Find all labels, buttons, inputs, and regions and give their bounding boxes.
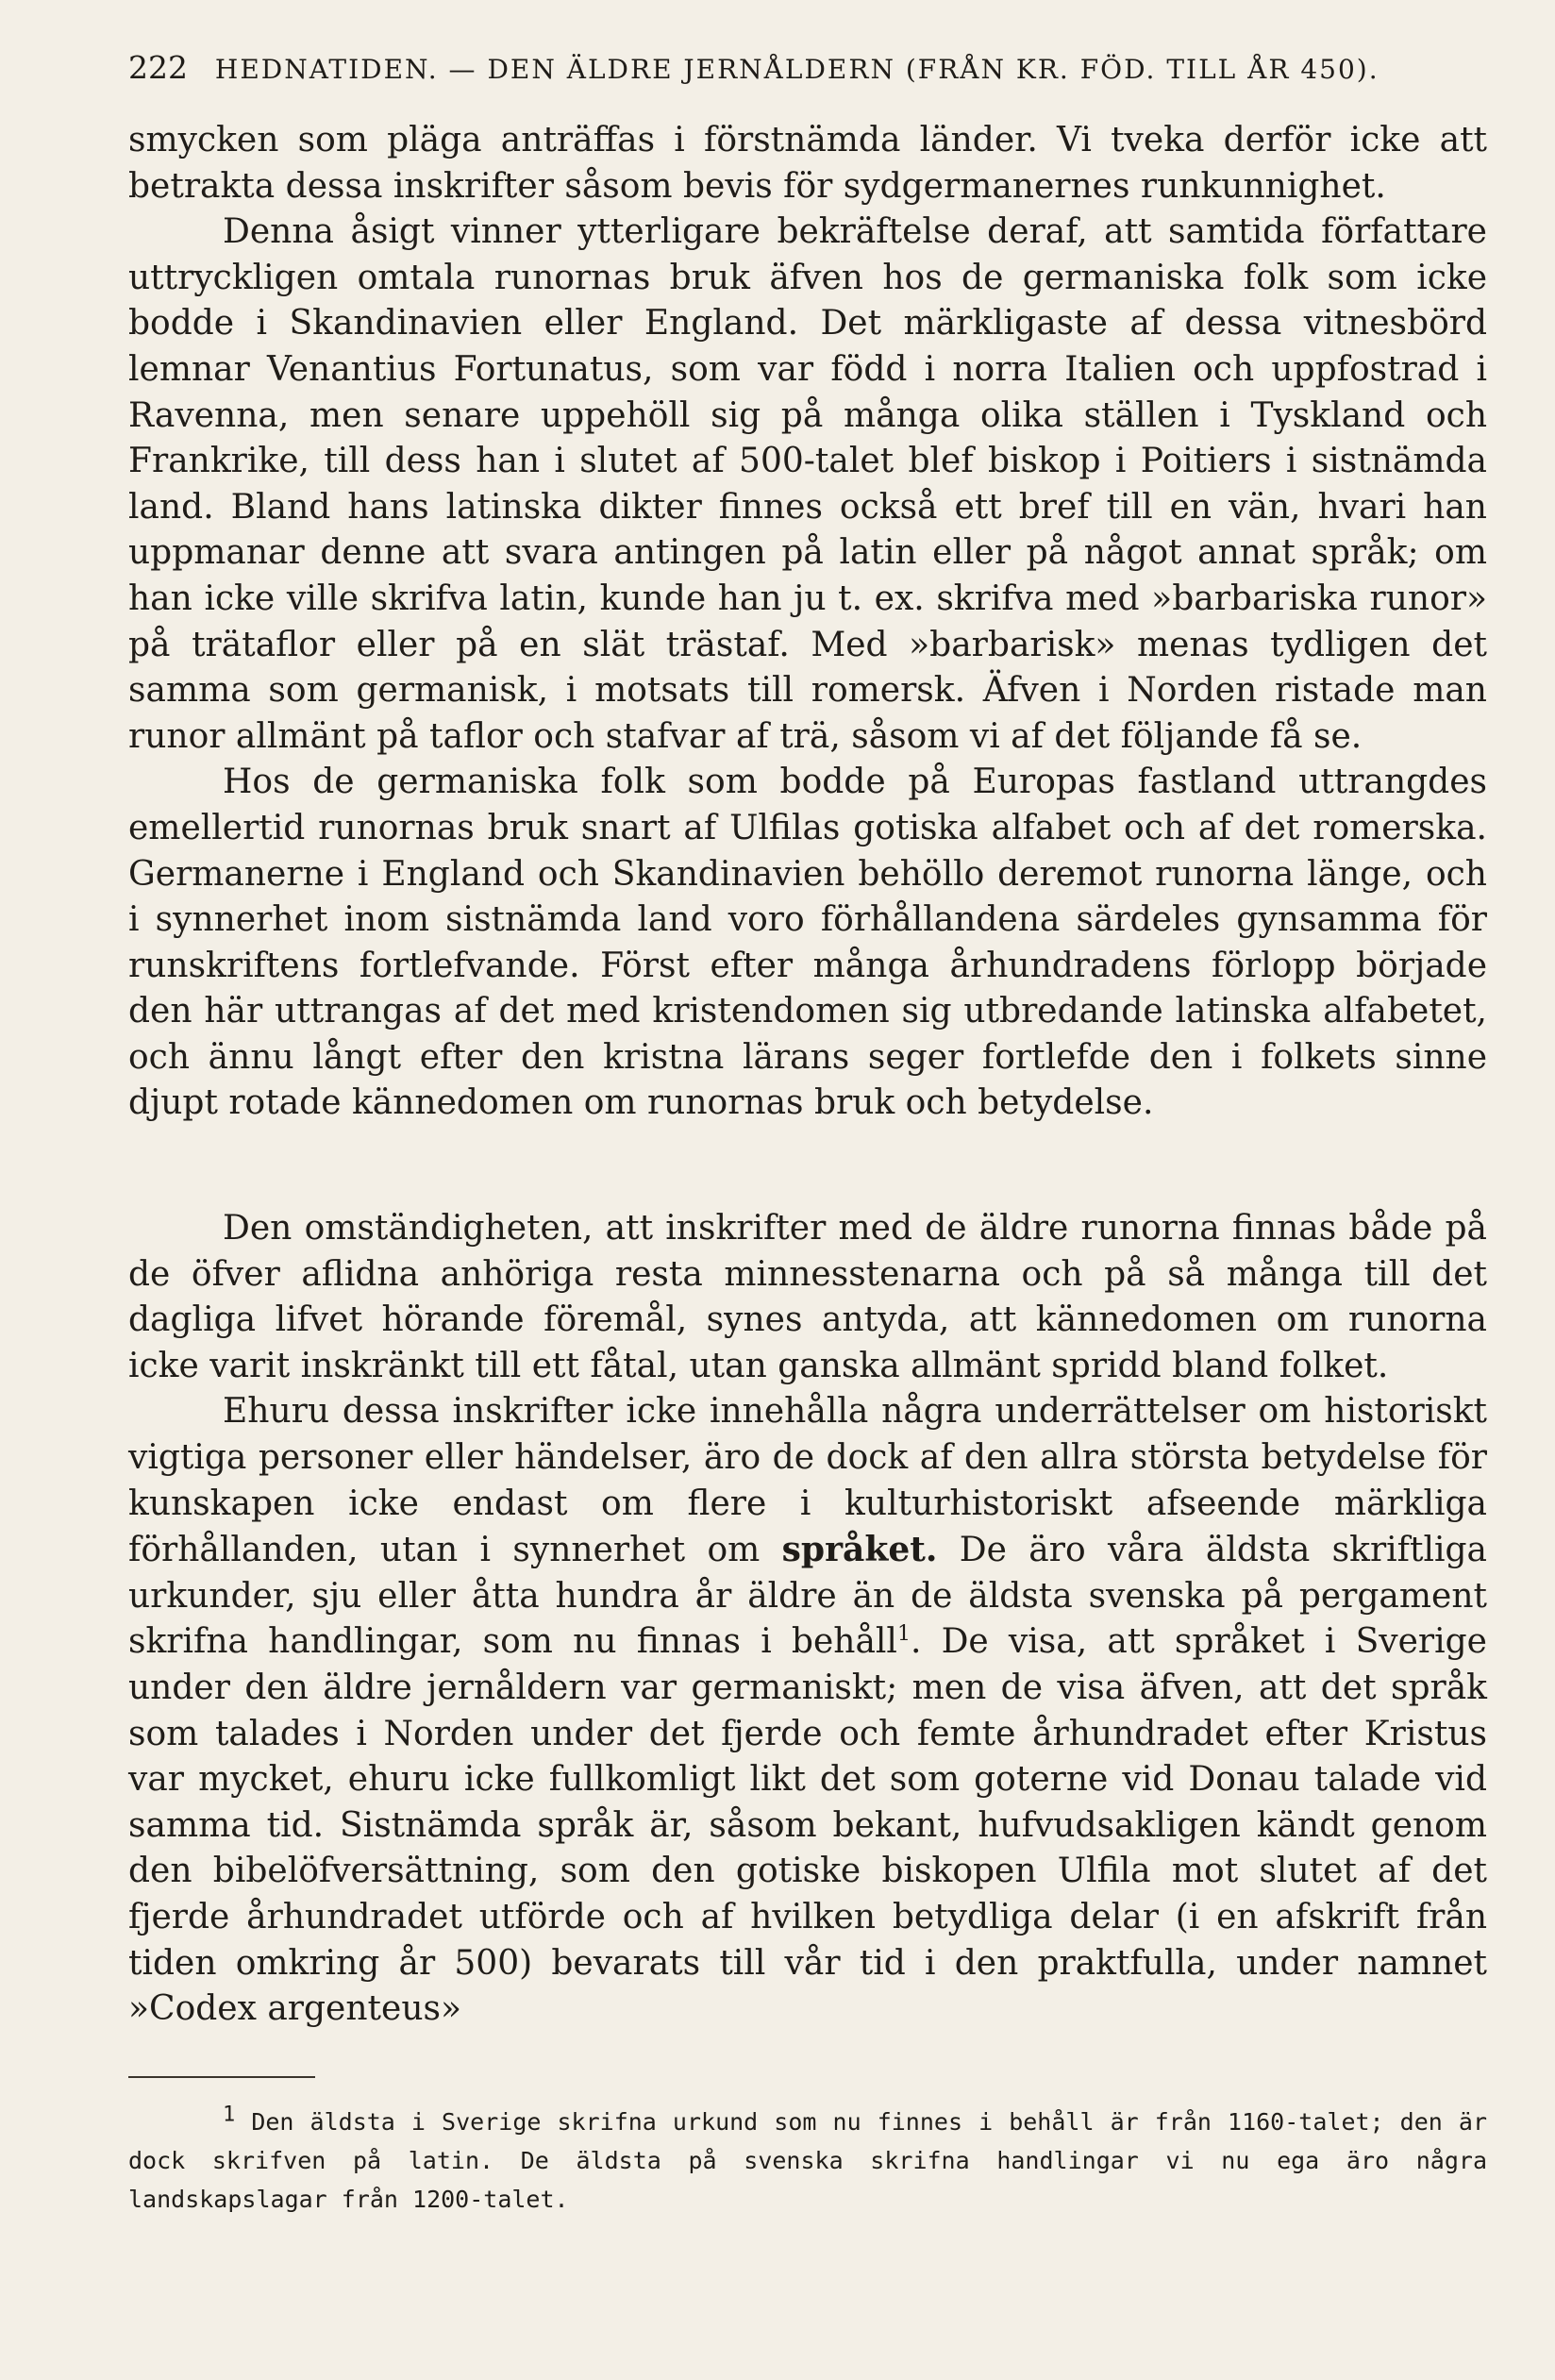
- footnote-mark: 1: [223, 2103, 236, 2127]
- footnote-divider: [128, 2076, 315, 2078]
- running-header: [128, 49, 1487, 86]
- paragraph-5-part-b: De äro våra äldsta skriftliga urkunder, sju eller åtta hundra år äldre än de äldsta svenska på pergament skrifna handlingar, som nu finnas i behåll: [128, 1531, 1487, 1662]
- emphasized-word: språket.: [781, 1530, 938, 1570]
- paragraph-2: Denna åsigt vinner ytterligare bekräftelse deraf, att samtida författare uttryckligen omtala runornas bruk äfven hos de germaniska folk som icke bodde i Skandinavien eller England. Det märkligaste af dessa vitnesbörd lemnar Venantius Fortunatus, som var född i norra Italien och uppfostrad i Ravenna, men senare uppehöll sig på många olika ställen i Tyskland och Frankrike, till dess han i slutet af 500-talet blef biskop i Poitiers i sistnämda land. Bland hans latinska dikter finnes också ett bref till en vän, hvari han uppmanar denne att svara antingen på latin eller på något annat språk; om han icke ville skrifva latin, kunde han ju t. ex. skrifva med »barbariska runor» på trätaflor eller på en slät trästaf. Med »barbarisk» menas tydligen det samma som germanisk, i motsats till romersk. Äfven i Norden ristade man runor allmänt på taflor och stafvar af trä, såsom vi af det följande få se.: [128, 212, 1487, 756]
- paragraph-4: Den omständigheten, att inskrifter med de äldre runorna finnas både på de öfver aflidna anhöriga resta minnesstenarna och på så många till det dagliga lifvet hörande föremål, synes antyda, att kännedomen om runorna icke varit inskränkt till ett fåtal, utan ganska allmänt spridd bland folket.: [128, 1209, 1487, 1385]
- main-text: [128, 118, 1487, 2033]
- footnote-text: Den äldsta i Sverige skrifna urkund som nu finnes i behåll är från 1160-talet; den är dock skrifven på latin. De äldsta på svenska skrifna handlingar vi nu ega äro några landskapslagar från 1200-talet.: [128, 2108, 1487, 2213]
- footnote: [128, 2103, 1487, 2219]
- section-gap: [128, 1127, 1487, 1206]
- paragraph-5: [128, 1389, 1487, 2032]
- paragraph-1: smycken som pläga anträffas i förstnämda länder. Vi tveka derför icke att betrakta dessa inskrifter såsom bevis för sydgermanernes runkunnighet.: [128, 121, 1487, 206]
- paragraph-5-part-a: Ehuru dessa inskrifter icke innehålla några underrättelser om historiskt vigtiga personer eller händelser, äro de dock af den allra största betydelse för kunskapen icke endast om flere i kulturhistoriskt afseende märkliga förhållanden, utan i synnerhet om: [128, 1392, 1487, 1570]
- footnote-reference[interactable]: 1: [896, 1622, 911, 1647]
- running-title: HEDNATIDEN. — DEN ÄLDRE JERNÅLDERN (FRÅN KR. FÖD. TILL ÅR 450).: [214, 54, 1379, 85]
- paragraph-5-part-c: . De visa, att språket i Sverige under den äldre jernåldern var germaniskt; men de visa äfven, att det språk som talades i Norden under det fjerde och femte århundradet efter Kristus var mycket, ehuru icke fullkomligt likt det som goterne vid Donau talade vid samma tid. Sistnämda språk är, såsom bekant, hufvudsakligen kändt genom den bibelöfversättning, som den gotiske biskopen Ulfila mot slutet af det fjerde århundradet utförde och af hvilken betydliga delar (i en afskrift från tiden omkring år 500) bevarats till vår tid i den praktfulla, under namnet »Codex argenteus»: [128, 1622, 1487, 2029]
- page-number: 222: [128, 49, 188, 86]
- paragraph-3: Hos de germaniska folk som bodde på Europas fastland uttrangdes emellertid runornas bruk snart af Ulfilas gotiska alfabet och af det romerska. Germanerne i England och Skandinavien behöllo deremot runorna länge, och i synnerhet inom sistnämda land voro förhållandena särdeles gynsamma för runskriftens fortlefvande. Först efter många århundradens förlopp började den här uttrangas af det med kristendomen sig utbredande latinska alfabetet, och ännu långt efter den kristna lärans seger fortlefde den i folkets sinne djupt rotade kännedomen om runornas bruk och betydelse.: [128, 763, 1487, 1123]
